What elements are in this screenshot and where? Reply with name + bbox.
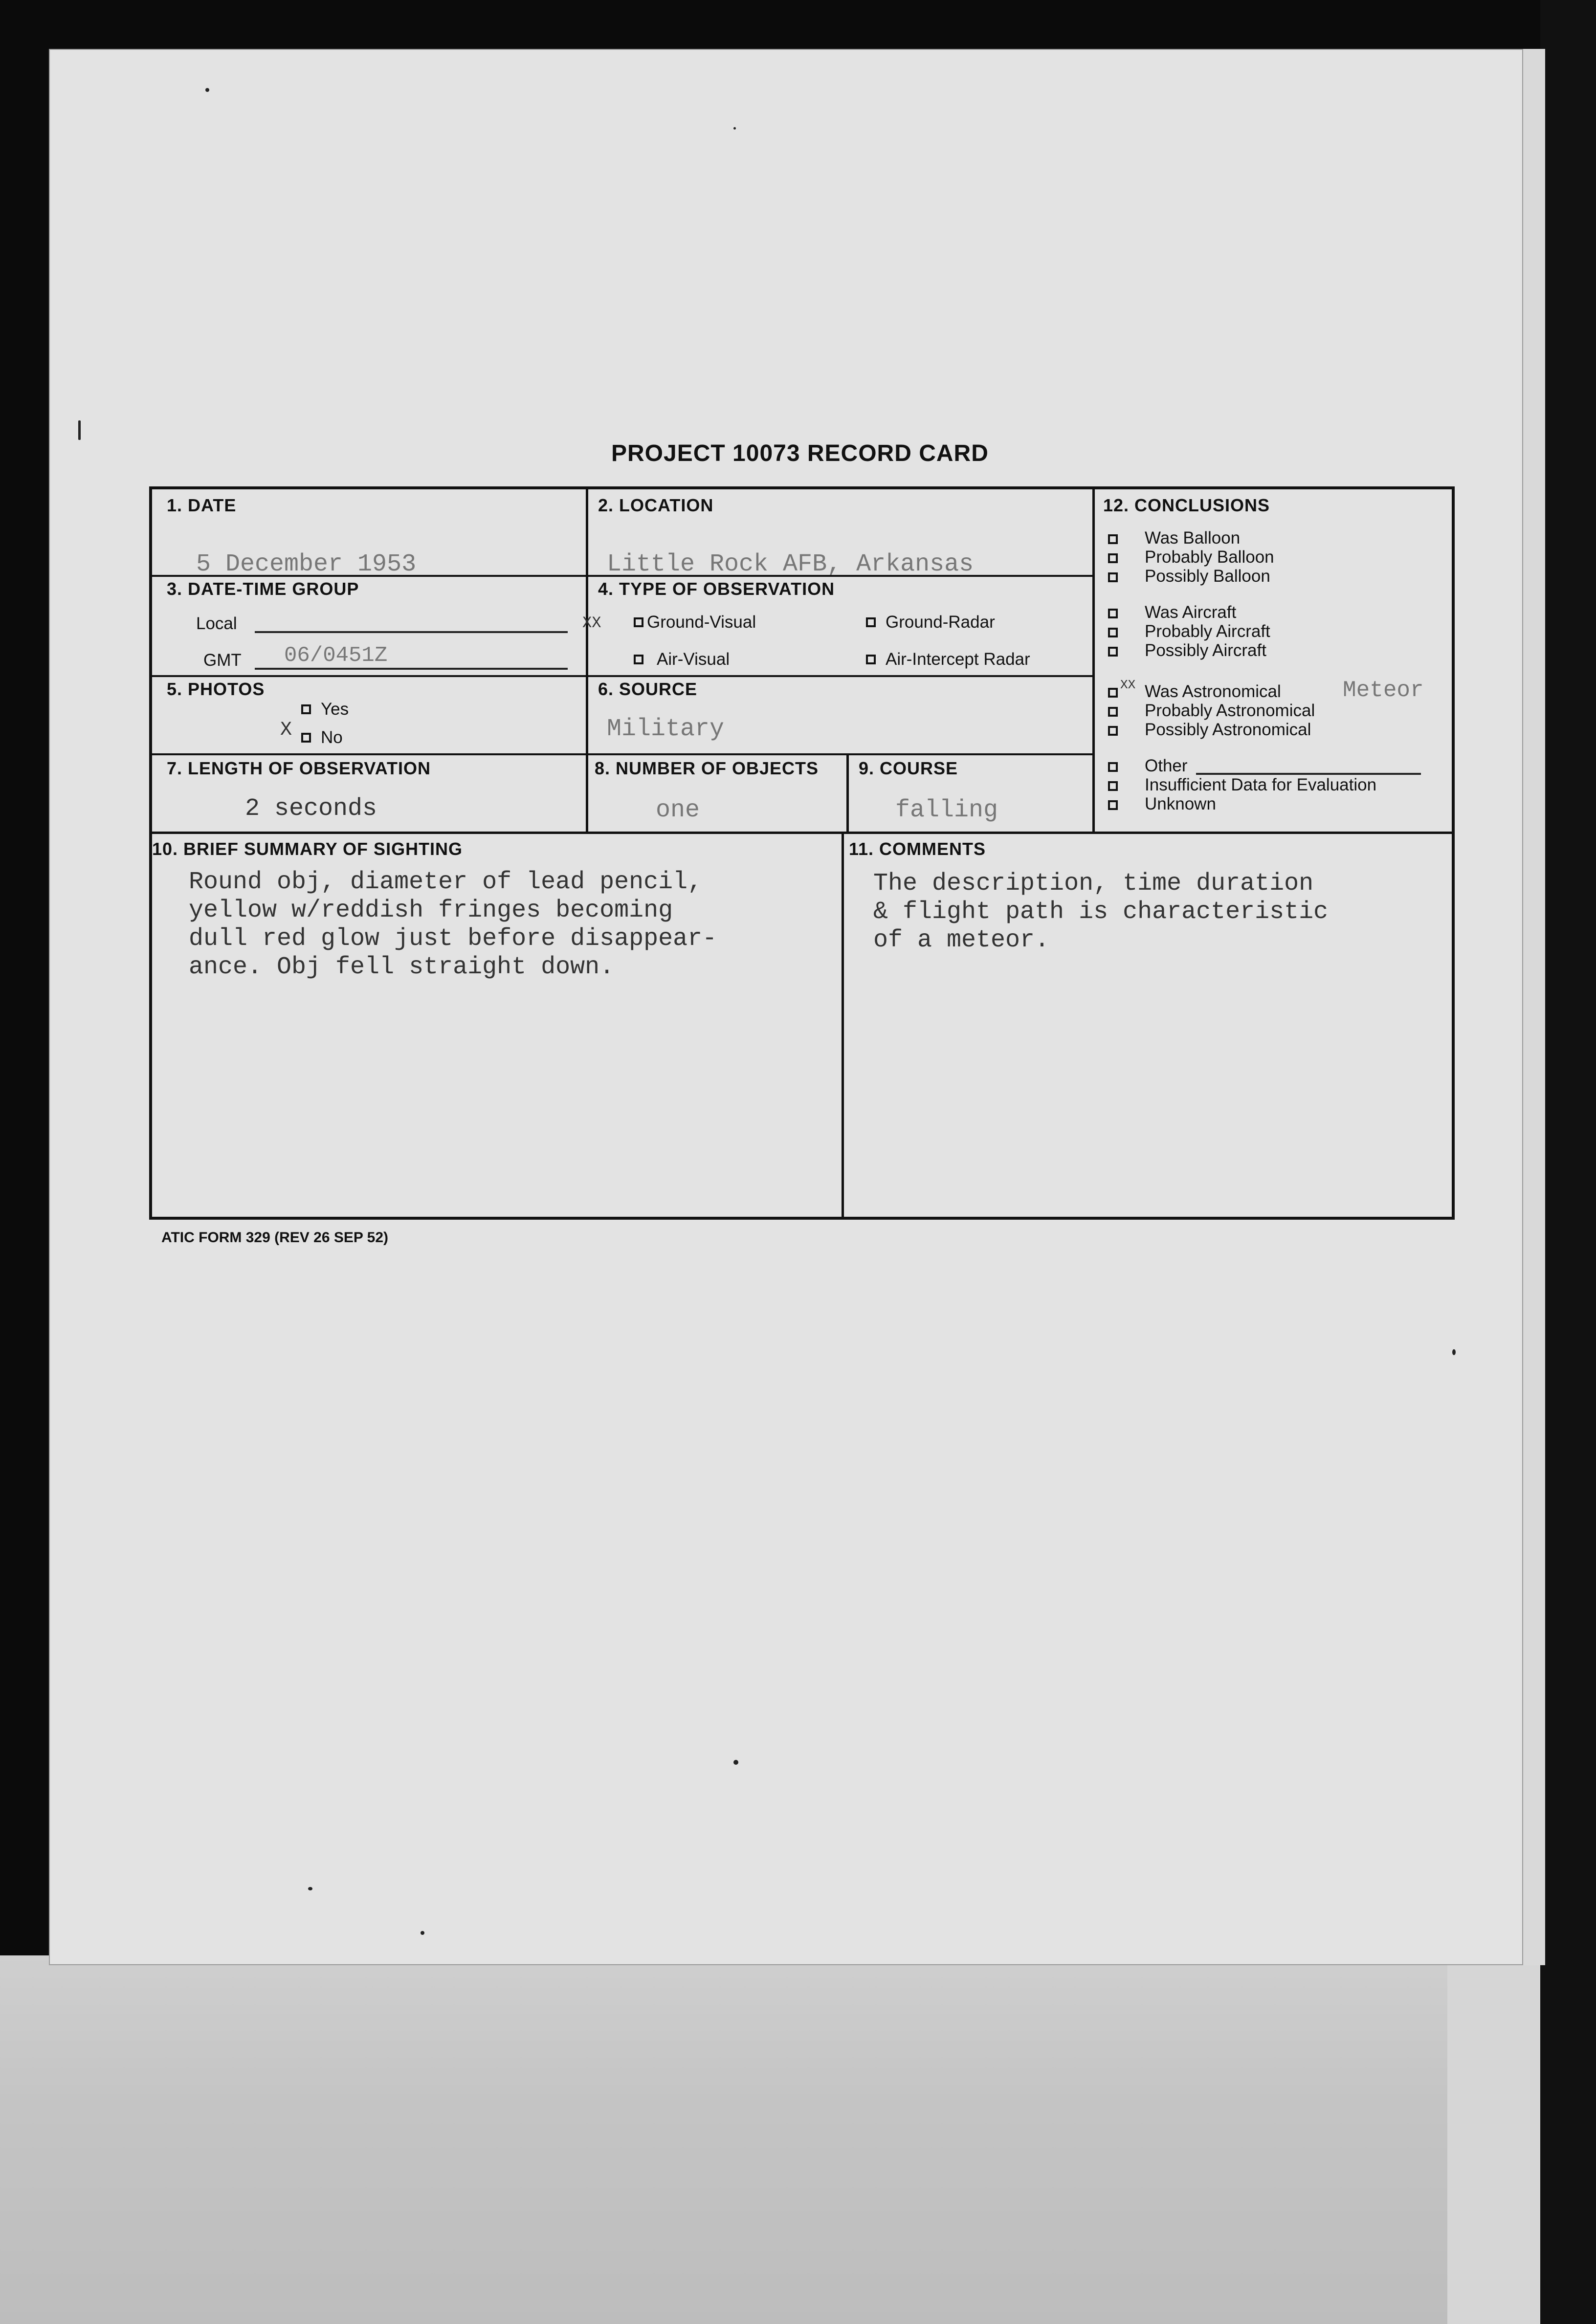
possibly-aircraft-option: Possibly Aircraft bbox=[1145, 641, 1266, 660]
possibly-astronomical-option: Possibly Astronomical bbox=[1145, 720, 1311, 739]
other-option: Other bbox=[1145, 756, 1188, 775]
comments-line-3: of a meteor. bbox=[873, 926, 1050, 954]
gmt-label: GMT bbox=[203, 651, 242, 670]
ground-radar-option: Ground-Radar bbox=[886, 613, 995, 632]
photos-label: 5. PHOTOS bbox=[167, 679, 265, 699]
air-intercept-radar-option: Air-Intercept Radar bbox=[886, 650, 1030, 669]
ground-visual-option: Ground-Visual bbox=[647, 613, 756, 632]
air-intercept-radar-checkbox[interactable] bbox=[866, 655, 876, 664]
date-label: 1. DATE bbox=[167, 495, 237, 515]
ground-visual-mark: XX bbox=[582, 614, 601, 632]
was-astronomical-checkbox[interactable] bbox=[1108, 688, 1118, 698]
location-value: Little Rock AFB, Arkansas bbox=[607, 550, 974, 578]
possibly-astronomical-checkbox[interactable] bbox=[1108, 726, 1118, 736]
divider-h-row3 bbox=[152, 753, 1092, 755]
comments-label: 11. COMMENTS bbox=[849, 839, 986, 859]
air-visual-checkbox[interactable] bbox=[634, 655, 643, 664]
other-checkbox[interactable] bbox=[1108, 762, 1118, 772]
photos-no-mark: X bbox=[280, 719, 292, 741]
brief-summary-line-3: dull red glow just before disappear- bbox=[189, 925, 717, 953]
photos-no-checkbox[interactable] bbox=[301, 733, 311, 743]
probably-aircraft-checkbox[interactable] bbox=[1108, 628, 1118, 637]
insufficient-data-option: Insufficient Data for Evaluation bbox=[1145, 775, 1377, 794]
conclusions-label: 12. CONCLUSIONS bbox=[1103, 495, 1270, 515]
form-id: ATIC FORM 329 (REV 26 SEP 52) bbox=[161, 1229, 389, 1246]
was-astronomical-option: Was Astronomical bbox=[1145, 682, 1281, 701]
gmt-underline bbox=[255, 668, 568, 670]
ground-radar-checkbox[interactable] bbox=[866, 617, 876, 627]
photos-no-option: No bbox=[321, 728, 343, 747]
brief-summary-label: 10. BRIEF SUMMARY OF SIGHTING bbox=[152, 839, 463, 859]
type-of-observation-label: 4. TYPE OF OBSERVATION bbox=[598, 579, 835, 599]
film-bottom-strip bbox=[0, 1955, 1540, 2324]
photos-yes-option: Yes bbox=[321, 700, 349, 719]
course-value: falling bbox=[895, 796, 998, 824]
was-aircraft-option: Was Aircraft bbox=[1145, 603, 1237, 622]
other-underline bbox=[1196, 773, 1421, 775]
divider-v-objects-course bbox=[846, 753, 849, 832]
local-label: Local bbox=[196, 614, 237, 633]
gmt-value: 06/0451Z bbox=[284, 643, 388, 668]
probably-balloon-checkbox[interactable] bbox=[1108, 553, 1118, 563]
number-of-objects-label: 8. NUMBER OF OBJECTS bbox=[595, 758, 819, 778]
probably-astronomical-checkbox[interactable] bbox=[1108, 707, 1118, 717]
conclusion-note: Meteor bbox=[1343, 678, 1424, 703]
was-balloon-checkbox[interactable] bbox=[1108, 534, 1118, 544]
probably-aircraft-option: Probably Aircraft bbox=[1145, 622, 1270, 641]
air-visual-option: Air-Visual bbox=[657, 650, 730, 669]
divider-v-summary-comments bbox=[842, 832, 844, 1218]
divider-h-row2 bbox=[152, 675, 1092, 677]
brief-summary-line-1: Round obj, diameter of lead pencil, bbox=[189, 868, 703, 896]
comments-line-2: & flight path is characteristic bbox=[873, 898, 1329, 926]
was-aircraft-checkbox[interactable] bbox=[1108, 609, 1118, 618]
number-of-objects-value: one bbox=[656, 796, 700, 824]
card-title: PROJECT 10073 RECORD CARD bbox=[611, 440, 989, 466]
probably-balloon-option: Probably Balloon bbox=[1145, 548, 1274, 567]
film-frame-right bbox=[1540, 0, 1596, 2324]
length-of-observation-label: 7. LENGTH OF OBSERVATION bbox=[167, 758, 431, 778]
record-card bbox=[149, 486, 1455, 1220]
date-value: 5 December 1953 bbox=[196, 550, 417, 578]
brief-summary-line-4: ance. Obj fell straight down. bbox=[189, 953, 615, 981]
source-value: Military bbox=[607, 715, 725, 743]
probably-astronomical-option: Probably Astronomical bbox=[1145, 701, 1315, 720]
photos-yes-checkbox[interactable] bbox=[301, 704, 311, 714]
source-label: 6. SOURCE bbox=[598, 679, 698, 699]
location-label: 2. LOCATION bbox=[598, 495, 714, 515]
insufficient-data-checkbox[interactable] bbox=[1108, 781, 1118, 791]
possibly-aircraft-checkbox[interactable] bbox=[1108, 647, 1118, 657]
divider-v-conclusions bbox=[1092, 489, 1095, 832]
comments-line-1: The description, time duration bbox=[873, 870, 1314, 898]
divider-h-row4 bbox=[152, 832, 1453, 834]
possibly-balloon-checkbox[interactable] bbox=[1108, 572, 1118, 582]
was-balloon-option: Was Balloon bbox=[1145, 528, 1241, 548]
film-bottom-shadow bbox=[1447, 1960, 1540, 2324]
was-astronomical-mark: XX bbox=[1120, 678, 1136, 692]
brief-summary-line-2: yellow w/reddish fringes becoming bbox=[189, 897, 673, 924]
unknown-option: Unknown bbox=[1145, 794, 1216, 813]
date-time-group-label: 3. DATE-TIME GROUP bbox=[167, 579, 359, 599]
course-label: 9. COURSE bbox=[859, 758, 958, 778]
local-underline bbox=[255, 631, 568, 633]
possibly-balloon-option: Possibly Balloon bbox=[1145, 567, 1270, 586]
unknown-checkbox[interactable] bbox=[1108, 800, 1118, 810]
divider-v-date-location bbox=[586, 489, 588, 832]
ground-visual-checkbox[interactable] bbox=[634, 617, 643, 627]
sheet-edge bbox=[1523, 49, 1545, 1965]
length-of-observation-value: 2 seconds bbox=[245, 795, 377, 823]
